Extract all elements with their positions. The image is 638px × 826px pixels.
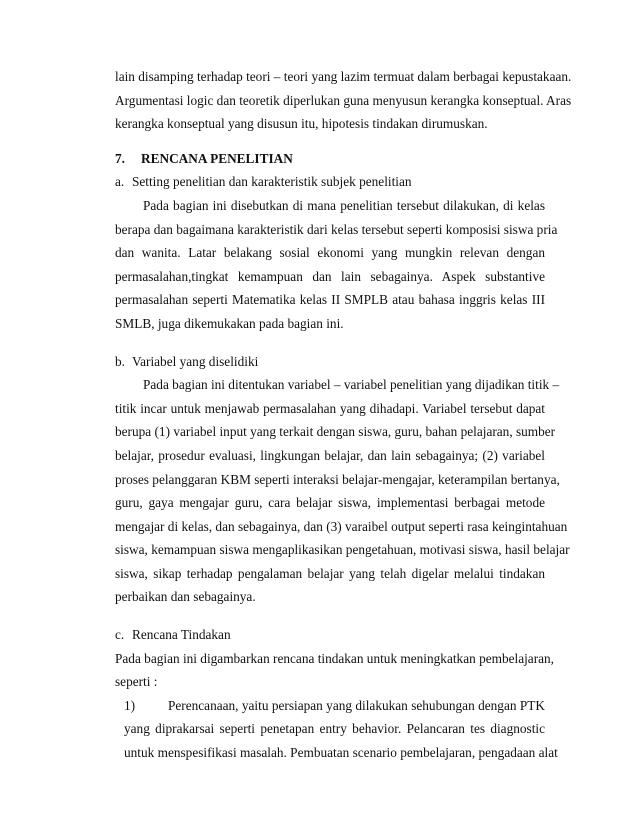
- paragraph-line: permasalahan,tingkat kemampuan dan lain sebagainya. Aspek substantive: [115, 268, 545, 284]
- intro-line: lain disamping terhadap teori – teori yang lazim termuat dalam berbagai kepustakaan.: [115, 69, 572, 84]
- paragraph-line: perbaikan dan sebagainya.: [115, 589, 256, 605]
- paragraph-line: proses pelanggaran KBM seperti interaksi belajar-mengajar, keterampilan bertanya,: [115, 471, 560, 487]
- paragraph-line: seperti :: [115, 674, 158, 690]
- paragraph-line: titik incar untuk menjawab permasalahan yang dihadapi. Variabel tersebut dapat: [115, 400, 545, 416]
- document-page: [115, 65, 572, 765]
- list-item-line: yang diprakarsai seperti penetapan entry behavior. Pelancaran tes diagnostic: [124, 721, 545, 737]
- section-number: 7.: [115, 150, 125, 166]
- subsection-c-heading: [115, 623, 545, 647]
- list-item-line: untuk menspesifikasi masalah. Pembuatan scenario pembelajaran, pengadaan alat: [124, 745, 558, 761]
- paragraph-line: belajar, prosedur evaluasi, lingkungan belajar, dan lain sebagainya; (2) variabel: [115, 447, 545, 463]
- paragraph-line: dan wanita. Latar belakang sosial ekonomi yang mungkin relevan dengan: [115, 245, 545, 261]
- subsection-b-title: Variabel yang diselidiki: [132, 353, 259, 369]
- section-title: RENCANA PENELITIAN: [141, 150, 293, 166]
- subsection-a-title: Setting penelitian dan karakteristik subjek penelitian: [132, 174, 412, 190]
- list-item-number: 1): [124, 697, 136, 713]
- paragraph-line: mengajar di kelas, dan sebagainya, dan (3) varaibel output seperti rasa keingintahuan: [115, 518, 568, 534]
- paragraph-line: permasalahan seperti Matematika kelas II SMPLB atau bahasa inggris kelas III: [115, 292, 545, 308]
- paragraph-line: siswa, sikap terhadap pengalaman belajar yang telah digelar melalui tindakan: [115, 565, 545, 581]
- subsection-a-heading: [115, 170, 545, 194]
- subsection-c-label: c.: [115, 627, 125, 643]
- paragraph-line: SMLB, juga dikemukakan pada bagian ini.: [115, 315, 344, 331]
- subsection-b-heading: [115, 350, 545, 374]
- paragraph-line: guru, gaya mengajar guru, cara belajar siswa, implementasi berbagai metode: [115, 495, 545, 511]
- paragraph-line: Pada bagian ini disebutkan di mana penelitian tersebut dilakukan, di kelas: [143, 197, 545, 213]
- list-item-text: Perencanaan, yaitu persiapan yang dilakukan sehubungan dengan PTK: [168, 697, 545, 713]
- paragraph-line: berapa dan bagaimana karakteristik dari kelas tersebut seperti komposisi siswa pria: [115, 221, 558, 237]
- intro-line: kerangka konseptual yang disusun itu, hipotesis tindakan dirumuskan.: [115, 116, 488, 132]
- list-item-1: [115, 694, 545, 718]
- section-heading: [115, 147, 545, 171]
- paragraph-line: Pada bagian ini digambarkan rencana tindakan untuk meningkatkan pembelajaran,: [115, 650, 555, 666]
- paragraph-line: berupa (1) variabel input yang terkait dengan siswa, guru, bahan pelajaran, sumber: [115, 424, 556, 440]
- intro-line: Argumentasi logic dan teoretik diperlukan guna menyusun kerangka konseptual. Aras: [115, 92, 572, 108]
- subsection-a-label: a.: [115, 174, 125, 190]
- paragraph-line: Pada bagian ini ditentukan variabel – variabel penelitian yang dijadikan titik –: [143, 377, 560, 393]
- subsection-b-label: b.: [115, 353, 125, 369]
- paragraph-line: siswa, kemampuan siswa mengaplikasikan pengetahuan, motivasi siswa, hasil belajar: [115, 542, 570, 558]
- subsection-c-title: Rencana Tindakan: [132, 627, 231, 643]
